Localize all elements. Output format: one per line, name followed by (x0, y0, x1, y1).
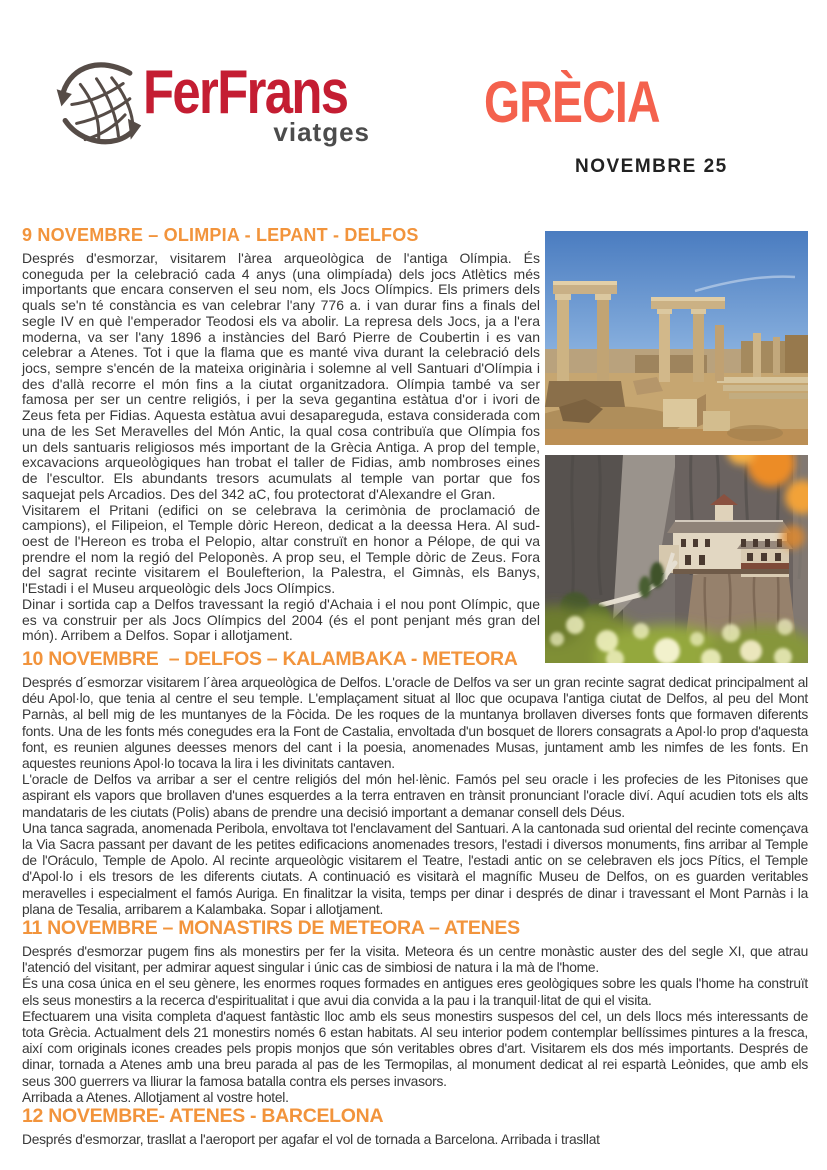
paragraph: Després d'esmorzar, visitarem l'àrea arqueològica de l'antiga Olímpia. És coneguda per la celebració cada 4 anys (una olimpíada) dels jocs Atlètics més importants que encara conserven el seu nom, els Jocs Olímpics. Els primers dels quals se'n té constància es van celebrar l'any 776 a. i van durar fins a finals del segle IV en què l'emperador Teodosi els va abolir. La represa dels Jocs, ja a l'era moderna, va ser l'any 1896 a instàncies del Baró Pierre de Coubertin i es van celebrar a Atenes. Tot i que la flama que es manté viva durant la celebració dels jocs, sempre s'encén de la mateixa originària i solemne al vell Santuari d'Olímpia i des d'allà recorre el món fins a la ciutat organitzadora. Olímpia també va ser famosa per ser un centre religiós, i per la seva gegantina estàtua d'or i ivori de Zeus feta per Fidias. Aquesta estàtua avui desapareguda, estava considerada com una de les Set Meravelles del Món Antic, la qual cosa contribuïa que Olímpia fos un dels santuaris religiosos més important de la Grècia Antiga. A prop del temple, excavacions arqueològiques han trobat el taller de Fidias, amb nombroses eines de l'escultor. Els abundants tresors acumulats al temple van portar que fos saquejat pels Arcadios. Des del 342 aC, fou protectorat d'Alexandre el Gran. (22, 250, 540, 502)
section-body-day10 (22, 675, 808, 918)
paragraph: Després d'esmorzar, trasllat a l'aeroport per agafar el vol de tornada a Barcelona. Arribada i trasllat (22, 1132, 600, 1147)
globe-arrows-icon (50, 55, 145, 152)
brand-subtitle: viatges (273, 117, 370, 147)
olympia-ruins-photo (545, 231, 808, 445)
section-heading-day10: 10 NOVEMBRE – DELFOS – KALAMBAKA - METEORA (22, 648, 518, 670)
section-body-day9 (22, 251, 540, 644)
paragraph: És una cosa única en el seu gènere, les enormes roques formades en antigues eres geològiques sobre les quals l'home ha construït els seus monestirs a la recerca d'espiritualitat i que avui dia convida a la pau i la tranquil·litat de qui el visita. (22, 976, 808, 1008)
section-heading-day9: 9 NOVEMBRE – OLIMPIA - LEPANT - DELFOS (22, 225, 419, 245)
paragraph: Dinar i sortida cap a Delfos travessant la regió d'Achaia i el nou pont Olímpic, que es va construir per als Jocs Olímpics del 2004 (és el pont penjant més gran del món). Arribem a Delfos. Sopar i allotjament. (22, 595, 540, 644)
section-body-day12 (22, 1132, 808, 1148)
paragraph: L'oracle de Delfos va arribar a ser el centre religiós del món hel·lènic. Famós pel seu oracle i les profecies de les Pitonises que aspirant els vapors que brollaven d'unes esquerdes a la terra entraven en trànsit pronunciant l'oracle diví. Aquí acudien tots els alts mandataris de les ciutats (Polis) abans de prendre una decisió important a demanar consell dels Déus. (22, 772, 808, 820)
section-heading-day11: 11 NOVEMBRE – MONASTIRS DE METEORA – ATENES (22, 917, 520, 939)
paragraph: Efectuarem una visita completa d'aquest fantàstic lloc amb els seus monestirs suspesos del cel, un dels llocs més interessants de tota Grècia. Actualment dels 21 monestirs només 6 estan habitats. Al seu interior podem contemplar bellíssimes pintures a la fresca, així com originals icones creades pels propis monjos que són veritables obres d'art. Visitarem els dos més importants. Després de dinar, tornada a Atenes amb una breu parada al pas de les Termopilas, al monument dedicat al rei espartà Leònides, que amb els seus 300 guerrers va lliurar la famosa batalla contra els perses invasors. (22, 1008, 808, 1089)
photo-column (545, 231, 808, 663)
meteora-monastery-photo (545, 455, 808, 663)
section-body-day11 (22, 944, 808, 1106)
brand-name: FerFrans (143, 58, 348, 127)
paragraph: Després d'esmorzar pugem fins als monestirs per fer la visita. Meteora és un centre monàstic auster des del segle XI, que atrau l'atenció del visitant, per admirar aquest singular i únic cas de simbiosi de natura i la mà de l'home. (22, 944, 808, 976)
trip-date: NOVEMBRE 25 (575, 156, 728, 177)
section-heading-day12: 12 NOVEMBRE- ATENES - BARCELONA (22, 1105, 384, 1127)
paragraph: Arribada a Atenes. Allotjament al vostre hotel. (22, 1089, 289, 1105)
paragraph: Després d´esmorzar visitarem l´àrea arqueològica de Delfos. L'oracle de Delfos va ser un gran recinte sagrat dedicat principalment al déu Apol·lo, que tenia al centre el seu temple. L'emplaçament situat al lloc que ocupava l'antiga ciutat de Delfos, al peu del Mont Parnàs, al bell mig de les muntanyes de la Fòcida. De les roques de la muntanya brollaven diverses fonts que formaven diferents fonts. Una de les fonts més conegudes era la Font de Castalia, envoltada d'un bosquet de llorers consagrats a Apol·lo prop d'aquesta font, es reunien algunes deesses menors del cant i la poesia, anomenades Musas, juntament amb les nimfes de les fonts. En aquestes reunions Apol·lo tocava la lira i les divinitats cantaven. (22, 675, 808, 772)
paragraph: Una tanca sagrada, anomenada Peribola, envoltava tot l'enclavament del Santuari. A la cantonada sud oriental del recinte començava la Via Sacra passant per davant de les petites edificacions anomenades tresors, l'estadi i diversos monuments, fins arribar al Temple de l'Oráculo, Temple de Apolo. Al recinte arqueològic visitarem el Teatre, l'estadi antic on se celebraven els jocs Pítics, el Temple d'Apol·lo i els tresors de les diferents ciutats. A continuació es visitarà el magnífic Museu de Delfos, on es guarden veritables meravelles i especialment el famós Auriga. En finalitzar la visita, temps per dinar i després de dinar i travessant el Mont Parnàs i la plana de Tesalia, arribarem a Kalambaka. Sopar i allotjament. (22, 820, 808, 917)
paragraph: Visitarem el Pritani (edifici on se celebrava la cerimònia de proclamació de campions), el Filipeion, el Temple dòric Hereon, dedicat a la deessa Hera. Al sud-oest de l'Hereon es troba el Pelopio, altar construït en honor a Pélope, de qui va prendre el nom la regió del Peloponès. A prop seu, el Temple dòric de Zeus. Fora del sagrat recinte visitarem el Boulefterion, la Palestra, el Gimnàs, els Banys, l'Estadi i el Museu arqueològic dels Jocs Olímpics. (22, 501, 540, 597)
trip-title: GRÈCIA (484, 70, 660, 135)
